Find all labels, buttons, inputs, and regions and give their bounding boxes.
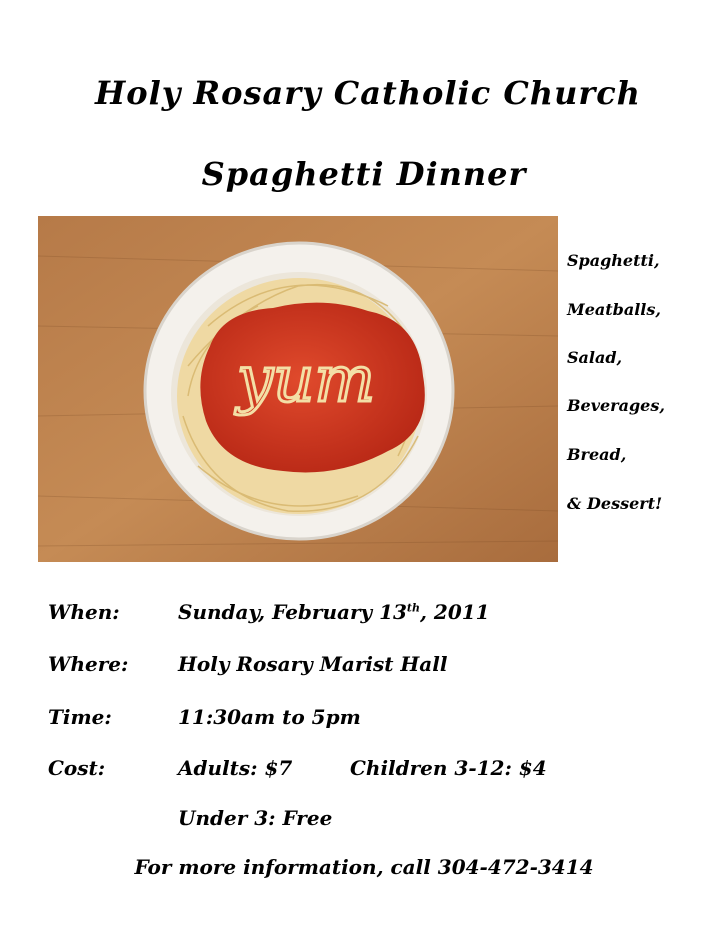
church-title: Holy Rosary Catholic Church <box>95 74 641 112</box>
cost-label: Cost: <box>48 756 106 780</box>
contact-info: For more information, call 304-472-3414 <box>134 855 594 879</box>
cost-adults: Adults: $7 <box>178 756 293 780</box>
yum-noodle-text: yum <box>236 343 376 417</box>
menu-item: Bread, <box>567 445 627 464</box>
cost-children: Children 3-12: $4 <box>350 756 547 780</box>
where-label: Where: <box>48 652 129 676</box>
menu-item: Beverages, <box>567 396 665 415</box>
menu-item: Spaghetti, <box>567 251 660 270</box>
menu-item: Meatballs, <box>567 300 661 319</box>
time-label: Time: <box>48 705 112 729</box>
menu-item: Salad, <box>567 348 623 367</box>
menu-item: & Dessert! <box>567 494 663 513</box>
spaghetti-photo <box>38 216 558 562</box>
when-value: Sunday, February 13th, 2011 <box>178 600 490 624</box>
when-label: When: <box>48 600 120 624</box>
where-value: Holy Rosary Marist Hall <box>178 652 448 676</box>
time-value: 11:30am to 5pm <box>178 705 361 729</box>
cost-under3: Under 3: Free <box>178 806 333 830</box>
event-title: Spaghetti Dinner <box>201 155 527 193</box>
